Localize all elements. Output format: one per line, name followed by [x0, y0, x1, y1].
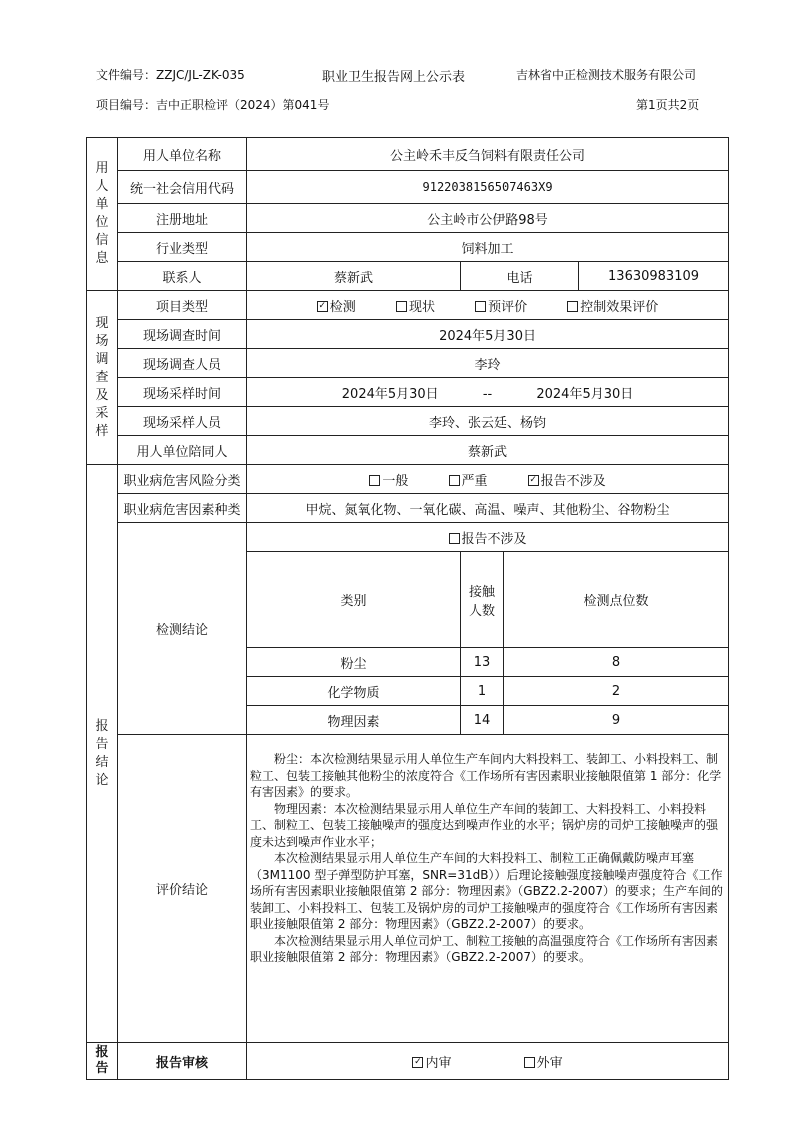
option-pre-evaluation: 预评价 [475, 296, 527, 315]
surveyor: 李玲 [247, 349, 729, 378]
industry-label: 行业类型 [118, 233, 247, 262]
factor-label: 职业病危害因素种类 [118, 494, 247, 523]
industry: 饲料加工 [247, 233, 729, 262]
sampling-time [247, 378, 729, 407]
survey-time-label: 现场调查时间 [118, 320, 247, 349]
sampling-end: 2024年5月30日 [536, 386, 634, 402]
sampler-label: 现场采样人员 [118, 407, 247, 436]
project-number: 项目编号：吉中正职检评（2024）第041号 [96, 98, 330, 112]
evaluation-text [247, 735, 729, 1043]
option-status: 现状 [396, 296, 435, 315]
review-section-label: 报 告 [87, 1043, 118, 1080]
sampling-time-label: 现场采样时间 [118, 378, 247, 407]
option-detection: ✓ 检测 [318, 299, 356, 315]
points-cell: 2 [504, 677, 729, 706]
option-internal-review: ✓ 内审 [414, 1055, 452, 1071]
review-label: 报告审核 [118, 1043, 247, 1080]
option-not-involved: ✓ 报告不涉及 [529, 473, 606, 489]
survey-time: 2024年5月30日 [247, 320, 729, 349]
checkbox-icon: ✓ [318, 300, 327, 311]
option-severe: 严重 [449, 470, 488, 489]
checkbox-icon: ✓ [414, 1056, 422, 1067]
checkbox-icon [449, 533, 460, 544]
employer-name: 公主岭禾丰反刍饲料有限责任公司 [247, 138, 729, 171]
address-label: 注册地址 [118, 204, 247, 233]
conclusion-section-label: 报 告 结 论 [87, 465, 118, 1043]
sampling-separator: -- [482, 386, 493, 402]
disclosure-form [86, 137, 729, 1080]
category-cell: 物理因素 [247, 706, 461, 735]
category-cell: 化学物质 [247, 677, 461, 706]
page-indicator: 第1页共2页 [636, 98, 700, 112]
points-cell: 8 [504, 648, 729, 677]
contact-label: 联系人 [118, 262, 247, 291]
checkbox-icon [524, 1057, 535, 1068]
exposed-cell: 14 [461, 706, 504, 735]
phone-label: 电话 [461, 262, 579, 291]
eval-paragraph-noise: 本次检测结果显示用人单位生产车间的大料投料工、制粒工正确佩戴防噪声耳塞（3M1100 型子弹型防护耳塞，SNR=31dB））后理论接触强度接触噪声强度符合《工作场所有害因素职业接触限值第 2 部分：物理因素》（GBZ2.2-2007）的要求；生产车间的装卸工、小料投料工、包装工及锅炉房的司炉工接触噪声的强度符合《工作场所有害因素职业接触限值第 2 部分：物理因素》（GBZ2.2-2007）的要求。 [250, 851, 723, 931]
evaluation-label: 评价结论 [118, 735, 247, 1043]
project-type-options [247, 291, 729, 320]
contact-person: 蔡新武 [247, 262, 461, 291]
exposed-cell: 1 [461, 677, 504, 706]
checkbox-icon: ✓ [529, 474, 537, 485]
exposed-cell: 13 [461, 648, 504, 677]
escort: 蔡新武 [247, 436, 729, 465]
credit-code-label: 统一社会信用代码 [118, 171, 247, 204]
file-number: 文件编号：ZZJC/JL-ZK-035 [96, 68, 245, 82]
employer-name-label: 用人单位名称 [118, 138, 247, 171]
detection-label: 检测结论 [118, 523, 247, 735]
eval-paragraph-heat: 本次检测结果显示用人单位司炉工、制粒工接触的高温强度符合《工作场所有害因素职业接触限值第 2 部分：物理因素》（GBZ2.2-2007）的要求。 [250, 933, 719, 964]
employer-section-label: 用 人 单 位 信 息 [87, 138, 118, 291]
col-header-points: 检测点位数 [504, 552, 729, 648]
company-name: 吉林省中正检测技术服务有限公司 [516, 68, 697, 82]
option-external-review: 外审 [524, 1052, 563, 1071]
option-general: 一般 [369, 470, 408, 489]
hazard-factors: 甲烷、氮氧化物、一氧化碳、高温、噪声、其他粉尘、谷物粉尘 [247, 494, 729, 523]
phone-number: 13630983109 [579, 262, 729, 291]
checkbox-icon [449, 475, 460, 486]
checkbox-icon [567, 301, 578, 312]
checkbox-icon [396, 301, 407, 312]
sampling-start: 2024年5月30日 [341, 386, 439, 402]
eval-paragraph-dust: 粉尘：本次检测结果显示用人单位生产车间内大料投料工、装卸工、小料投料工、制粒工、包装工接触其他粉尘的浓度符合《工作场所有害因素职业接触限值第 1 部分：化学有害因素》的要求。 [250, 752, 722, 799]
col-header-exposed: 接触人数 [461, 552, 504, 648]
document-title: 职业卫生报告网上公示表 [322, 70, 466, 85]
risk-label: 职业病危害风险分类 [118, 465, 247, 494]
checkbox-icon [369, 475, 380, 486]
survey-section-label: 现 场 调 查 及 采 样 [87, 291, 118, 465]
checkbox-icon [475, 301, 486, 312]
samplers: 李玲、张云廷、杨钧 [247, 407, 729, 436]
surveyor-label: 现场调查人员 [118, 349, 247, 378]
points-cell: 9 [504, 706, 729, 735]
col-header-category: 类别 [247, 552, 461, 648]
address: 公主岭市公伊路98号 [247, 204, 729, 233]
eval-paragraph-physical: 物理因素：本次检测结果显示用人单位生产车间的装卸工、大料投料工、小料投料工、制粒工、包装工接触噪声的强度达到噪声作业的水平；锅炉房的司炉工接触噪声的强度未达到噪声作业水平； [250, 801, 719, 849]
review-options [247, 1043, 729, 1080]
category-cell: 粉尘 [247, 648, 461, 677]
credit-code: 91220381565074​63X9 [247, 171, 729, 204]
option-control-evaluation: 控制效果评价 [567, 296, 658, 315]
project-type-label: 项目类型 [118, 291, 247, 320]
escort-label: 用人单位陪同人 [118, 436, 247, 465]
risk-options [247, 465, 729, 494]
detection-not-involved: 报告不涉及 [247, 523, 729, 552]
